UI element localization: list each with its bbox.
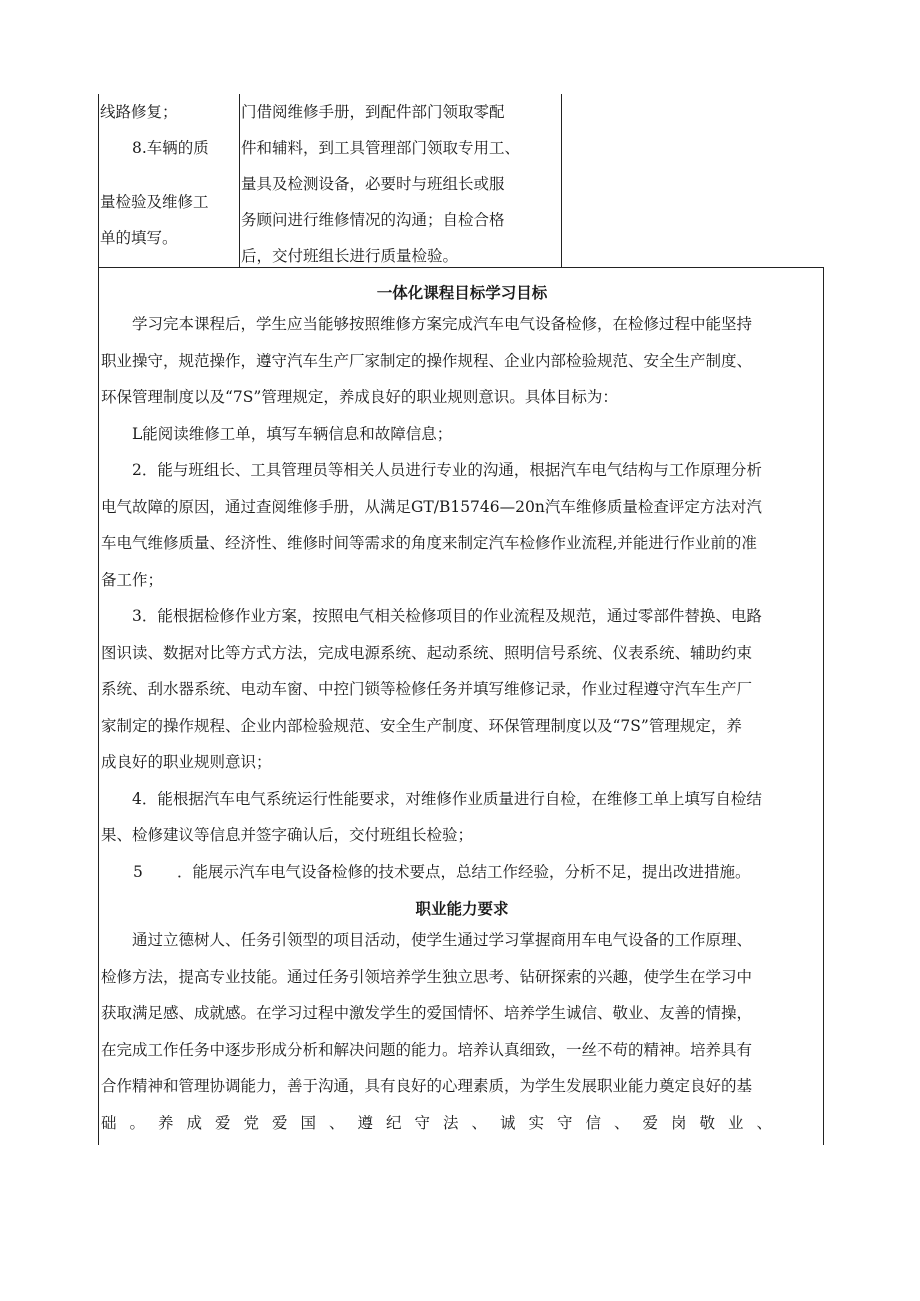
table-divider-col2 (561, 94, 562, 268)
table-border-left-top (98, 94, 99, 268)
cell-line: 单的填写。 (100, 229, 178, 247)
goal-item-2 (101, 452, 823, 598)
top-table-cell-tasks (100, 94, 238, 256)
paragraph-line: 系统、刮水器系统、电动车窗、中控门锁等检修任务并填写维修记录，作业过程遵守汽车生产厂 (101, 680, 753, 698)
cell-line: 门借阅维修手册，到配件部门领取零配 (241, 103, 505, 121)
table-divider-col1 (239, 94, 240, 268)
paragraph-line: 环保管理制度以及“7S”管理规定，养成良好的职业规则意识。具体目标为： (101, 388, 618, 406)
cell-line: 线路修复； (100, 103, 178, 121)
goal-item-5 (101, 854, 823, 891)
goal-item-1: L能阅读维修工单，填写车辆信息和故障信息； (132, 424, 453, 443)
cell-line: 8.车辆的质 (132, 139, 209, 157)
paragraph-line: 电气故障的原因，通过查阅维修手册，从满足GT/B15746—20n汽车维修质量检查评定方法对汽 (101, 497, 762, 516)
section-title-learning-goals: 一体化课程目标学习目标 (376, 283, 548, 302)
paragraph-line: 4．能根据汽车电气系统运行性能要求，对维修作业质量进行自检，在维修工单上填写自检结 (132, 789, 762, 808)
paragraph-line: 车电气维修质量、经济性、维修时间等需求的角度来制定汽车检修作业流程,并能进行作业前的准 (101, 534, 757, 552)
paragraph-line: 学习完本课程后，学生应当能够按照维修方案完成汽车电气设备检修，在检修过程中能坚持 (132, 315, 753, 333)
section-title-competency: 职业能力要求 (415, 899, 509, 918)
paragraph-line: 合作精神和管理协调能力，善于沟通，具有良好的心理素质，为学生发展职业能力奠定良好的基 (101, 1077, 753, 1095)
learning-goals-intro (101, 306, 823, 416)
table-border-left (98, 267, 99, 1145)
goal-item-4 (101, 781, 823, 854)
paragraph-line: 果、检修建议等信息并签字确认后，交付班组长检验； (101, 826, 474, 844)
paragraph-line: 备工作； (101, 570, 164, 589)
paragraph-line: 获取满足感、成就感。在学习过程中激发学生的爱国情怀、培养学生诚信、敬业、友善的情操， (101, 1004, 753, 1022)
top-table-cell-description (241, 94, 559, 274)
goal-item-3 (101, 598, 823, 781)
goal-item-5-number: 5 (133, 862, 143, 881)
paragraph-line: 图识读、数据对比等方式方法，完成电源系统、起动系统、照明信号系统、仪表系统、辅助约束 (101, 643, 753, 662)
table-border-right (823, 267, 824, 1145)
cell-line: 件和辅料，到工具管理部门领取专用工、 (241, 139, 521, 157)
paragraph-line: 3．能根据检修作业方案，按照电气相关检修项目的作业流程及规范，通过零部件替换、电路 (132, 607, 762, 625)
goal-item-5-text: ．能展示汽车电气设备检修的技术要点，总结工作经验，分析不足，提出改进措施。 (177, 862, 751, 881)
paragraph-line: 2．能与班组长、工具管理员等相关人员进行专业的沟通，根据汽车电气结构与工作原理分析 (132, 461, 762, 479)
paragraph-line: 础。养成爱党爱国、遵纪守法、诚实守信、爱岗敬业、 (101, 1113, 786, 1132)
competency-paragraph (101, 922, 823, 1141)
cell-line: 量具及检测设备，必要时与班组长或服 (241, 175, 505, 193)
paragraph-line: 检修方法，提高专业技能。通过任务引领培养学生独立思考、钻研探索的兴趣，使学生在学习中 (101, 967, 753, 986)
paragraph-line: 成良好的职业规则意识； (101, 753, 272, 771)
paragraph-line: 职业操守，规范操作，遵守汽车生产厂家制定的操作规程、企业内部检验规范、安全生产制度、 (101, 351, 753, 370)
cell-line: 后，交付班组长进行质量检验。 (241, 247, 459, 265)
paragraph-line: 在完成工作任务中逐步形成分析和解决问题的能力。培养认真细致，一丝不苟的精神。培养具有 (101, 1040, 753, 1059)
cell-line: 务顾问进行维修情况的沟通；自检合格 (241, 211, 505, 229)
cell-line: 量检验及维修工 (100, 193, 209, 211)
paragraph-line: 通过立德树人、任务引领型的项目活动，使学生通过学习掌握商用车电气设备的工作原理、 (132, 931, 753, 949)
main-cell (101, 268, 823, 1141)
paragraph-line: 家制定的操作规程、企业内部检验规范、安全生产制度、环保管理制度以及“7S”管理规定，养 (101, 716, 742, 735)
